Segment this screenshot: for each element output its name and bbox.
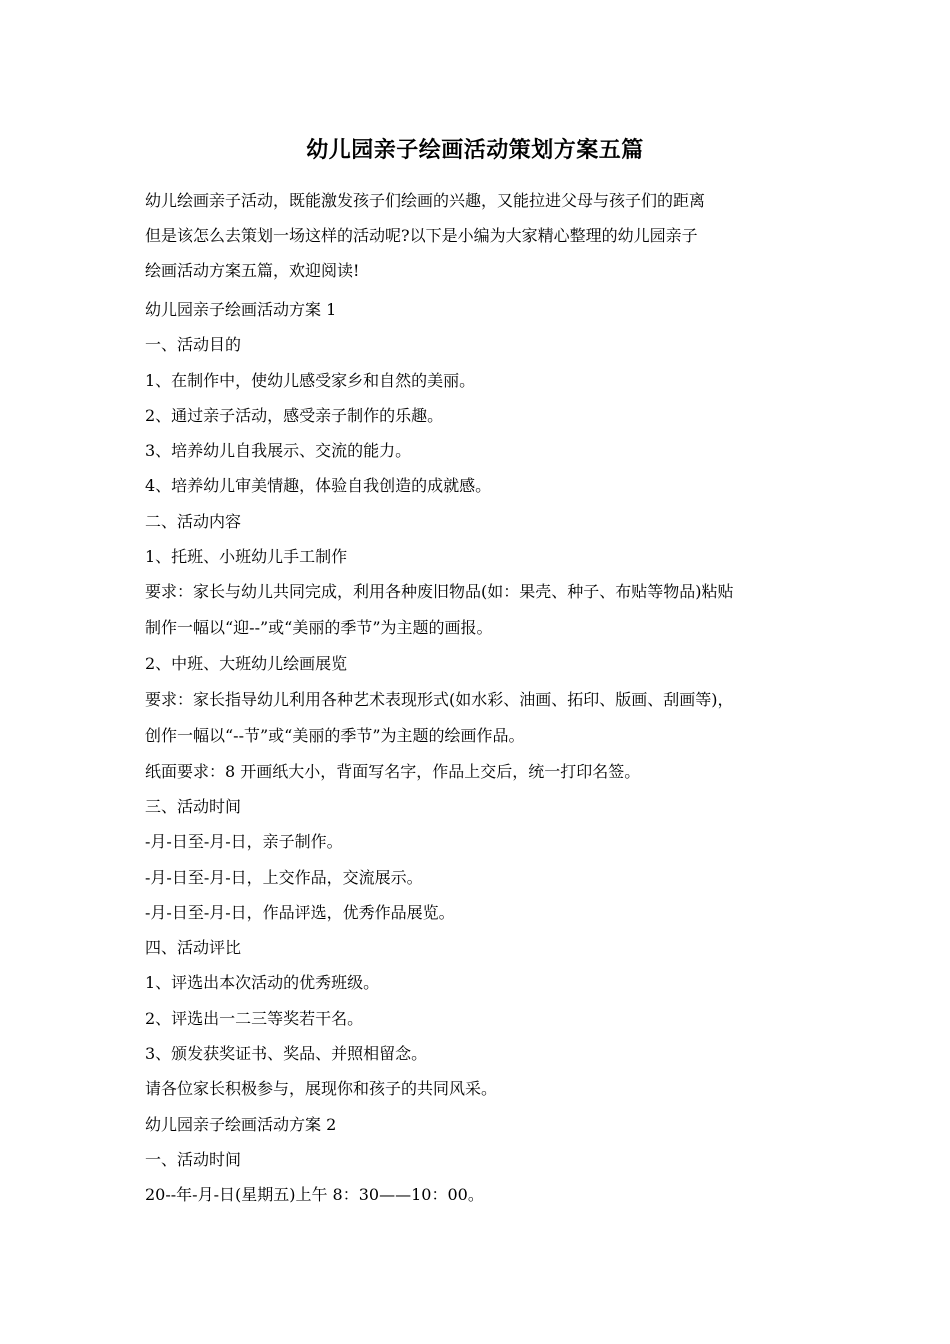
plan-heading: 幼儿园亲子绘画活动方案 2 xyxy=(145,1114,337,1134)
list-item: 4、培养幼儿审美情趣，体验自我创造的成就感。 xyxy=(145,476,492,496)
intro-line: 绘画活动方案五篇，欢迎阅读! xyxy=(145,261,360,280)
schedule-item: -月-日至-月-日，作品评选，优秀作品展览。 xyxy=(145,902,455,922)
intro-paragraph xyxy=(145,183,811,288)
list-item: 1、托班、小班幼儿手工制作 xyxy=(145,547,348,567)
requirement-line: 创作一幅以“--节”或“美丽的季节”为主题的绘画作品。 xyxy=(145,725,525,745)
list-item: 3、培养幼儿自我展示、交流的能力。 xyxy=(145,441,412,461)
list-item: 3、颁发获奖证书、奖品、并照相留念。 xyxy=(145,1044,428,1064)
section-heading: 一、活动目的 xyxy=(145,335,242,355)
requirement-line: 要求：家长与幼儿共同完成，利用各种废旧物品(如：果壳、种子、布贴等物品)粘贴 xyxy=(145,582,734,602)
list-item: 1、在制作中，使幼儿感受家乡和自然的美丽。 xyxy=(145,370,476,390)
list-item: 2、评选出一二三等奖若干名。 xyxy=(145,1008,364,1028)
requirement-line: 制作一幅以“迎--”或“美丽的季节”为主题的画报。 xyxy=(145,618,493,638)
schedule-item: -月-日至-月-日，亲子制作。 xyxy=(145,832,343,852)
section-heading: 一、活动时间 xyxy=(145,1149,242,1169)
list-item: 2、中班、大班幼儿绘画展览 xyxy=(145,654,348,674)
plan-heading: 幼儿园亲子绘画活动方案 1 xyxy=(145,300,337,319)
document-title: 幼儿园亲子绘画活动策划方案五篇 xyxy=(306,137,644,163)
paper-requirement: 纸面要求：8 开画纸大小，背面写名字，作品上交后，统一打印名签。 xyxy=(145,761,641,781)
section-heading: 三、活动时间 xyxy=(145,796,242,816)
intro-line: 幼儿绘画亲子活动，既能激发孩子们绘画的兴趣，又能拉进父母与孩子们的距离 xyxy=(145,191,706,210)
intro-line: 但是该怎么去策划一场这样的活动呢?以下是小编为大家精心整理的幼儿园亲子 xyxy=(145,226,698,245)
list-item: 2、通过亲子活动，感受亲子制作的乐趣。 xyxy=(145,405,444,425)
section-heading: 二、活动内容 xyxy=(145,511,242,531)
list-item: 1、评选出本次活动的优秀班级。 xyxy=(145,973,380,993)
requirement-line: 要求：家长指导幼儿利用各种艺术表现形式(如水彩、油画、拓印、版画、刮画等)， xyxy=(145,689,734,709)
schedule-item: -月-日至-月-日，上交作品，交流展示。 xyxy=(145,867,423,887)
document-body xyxy=(145,297,811,1218)
section-heading: 四、活动评比 xyxy=(145,938,242,958)
schedule-item: 20--年-月-日(星期五)上午 8：30——10：00。 xyxy=(145,1185,484,1205)
closing-line: 请各位家长积极参与，展现你和孩子的共同风采。 xyxy=(145,1079,498,1099)
